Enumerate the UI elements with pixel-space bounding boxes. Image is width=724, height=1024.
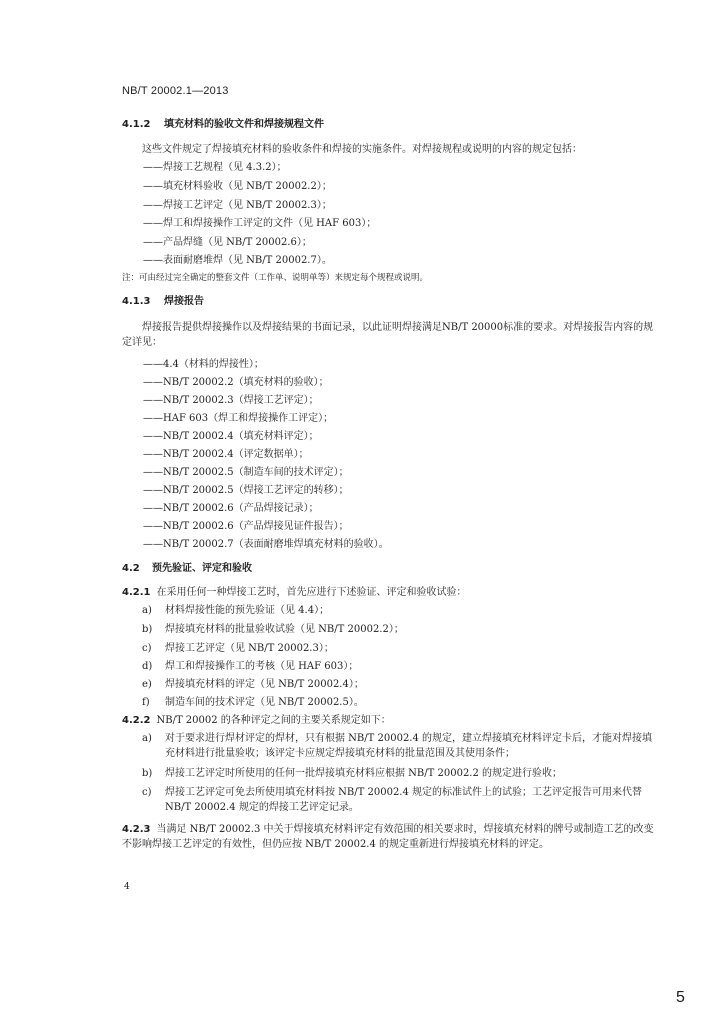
footer-mark: 4	[124, 882, 130, 892]
page-number: 5	[676, 989, 685, 1006]
item-text: 焊接填充材料的批量验收试验（见 NB/T 20002.2）；	[165, 624, 404, 635]
list-item: ——焊接工艺评定（见 NB/T 20002.3）；	[143, 200, 332, 211]
list-item	[142, 785, 662, 815]
paragraph-intro: 这些文件规定了焊接填充材料的验收条件和焊接的实施条件。对焊接规程或说明的内容的规定包括：	[142, 144, 582, 155]
item-text: 焊接工艺评定可免去所使用填充材料按 NB/T 20002.4 规定的标准试件上的试验；工艺评定报告可用来代替 NB/T 20002.4 规定的焊接工艺评定记录。	[165, 787, 643, 813]
list-item: ——填充材料验收（见 NB/T 20002.2）；	[143, 181, 332, 192]
list-item	[142, 731, 662, 761]
item-text: 材料焊接性能的预先验证（见 4.4）；	[165, 605, 330, 616]
list-item: ——NB/T 20002.7（表面耐磨堆焊填充材料的验收）。	[143, 539, 389, 550]
item-text: 焊接填充材料的评定（见 NB/T 20002.4）；	[165, 679, 364, 690]
clause-4-2-3	[122, 822, 662, 852]
list-item	[142, 695, 364, 710]
list-item: ——4.4（材料的焊接性）；	[143, 359, 264, 370]
item-text: 对于要求进行焊材评定的焊材，只有根据 NB/T 20002.4 的规定，建立焊接填充材料评定卡后，才能对焊接填充材料进行批量验收；该评定卡应规定焊接填充材料的批量范围及其使用条件；	[165, 733, 653, 759]
clause-text: 当满足 NB/T 20002.3 中关于焊接填充材料评定有效范围的相关要求时，焊接填充材料的牌号或制造工艺的改变不影响焊接工艺评定的有效性，但仍应按 NB/T 20002.4 的规定重新进行焊接填充材料的评定。	[122, 824, 654, 850]
item-label: b)	[142, 768, 153, 779]
paragraph-intro: 焊接报告提供焊接操作以及焊接结果的书面记录，以此证明焊接满足NB/T 20000标准的要求。对焊接报告内容的规定详见：	[122, 322, 654, 348]
heading-number: 4.1.3	[122, 296, 151, 307]
heading-title: 填充材料的验收文件和焊接规程文件	[164, 119, 324, 130]
list-item: ——NB/T 20002.5（制造车间的技术评定）；	[143, 467, 349, 478]
item-label: a)	[142, 605, 152, 616]
list-item	[142, 622, 404, 637]
heading-4-1-3	[122, 294, 204, 309]
list-item: ——焊接工艺规程（见 4.3.2）；	[143, 162, 287, 173]
note: 注：可由经过完全确定的整套文件（工作单、说明单等）来规定每个规程或说明。	[122, 273, 429, 283]
list-item	[142, 766, 662, 781]
list-item: ——NB/T 20002.6（产品焊接记录）；	[143, 503, 319, 514]
item-label: a)	[142, 733, 152, 744]
heading-4-2	[122, 561, 252, 576]
item-text: 焊接工艺评定时所使用的任何一批焊接填充材料应根据 NB/T 20002.2 的规定进行验收；	[165, 768, 563, 779]
list-item: ——NB/T 20002.4（评定数据单）；	[143, 449, 309, 460]
list-item	[142, 603, 329, 618]
list-item: ——表面耐磨堆焊（见 NB/T 20002.7）。	[143, 255, 332, 266]
heading-4-1-2	[122, 117, 324, 132]
item-label: c)	[142, 643, 152, 654]
heading-number: 4.1.2	[122, 119, 151, 130]
item-text: 制造车间的技术评定（见 NB/T 20002.5）。	[165, 697, 364, 708]
list-item	[142, 641, 334, 656]
list-item: ——NB/T 20002.3（焊接工艺评定）；	[143, 395, 319, 406]
clause-4-2-2	[122, 713, 662, 728]
clause-number: 4.2.2	[122, 715, 151, 726]
clause-number: 4.2.1	[122, 587, 151, 598]
list-item: ——HAF 603（焊工和焊接操作工评定）；	[143, 413, 334, 424]
heading-number: 4.2	[122, 563, 140, 574]
clause-text: 在采用任何一种焊接工艺时，首先应进行下述验证、评定和验收试验：	[156, 587, 467, 598]
heading-title: 预先验证、评定和验收	[152, 563, 252, 574]
list-item: ——NB/T 20002.4（填充材料评定）；	[143, 431, 319, 442]
list-item: ——NB/T 20002.2（填充材料的验收）；	[143, 377, 329, 388]
item-text: 焊工和焊接操作工的考核（见 HAF 603）；	[165, 661, 359, 672]
item-label: e)	[142, 679, 152, 690]
item-label: b)	[142, 624, 153, 635]
standard-identifier: NB/T 20002.1—2013	[122, 85, 229, 97]
item-label: d)	[142, 661, 153, 672]
list-item: ——NB/T 20002.5（焊接工艺评定的转移）；	[143, 485, 349, 496]
clause-number: 4.2.3	[122, 824, 151, 835]
item-label: c)	[142, 787, 152, 798]
clause-4-2-1	[122, 585, 662, 600]
list-item: ——产品焊缝（见 NB/T 20002.6）；	[143, 237, 312, 248]
list-item: ——NB/T 20002.6（产品焊接见证件报告）；	[143, 521, 349, 532]
heading-title: 焊接报告	[164, 296, 204, 307]
item-label: f)	[142, 697, 150, 708]
list-item	[142, 659, 358, 674]
clause-text: NB/T 20002 的各种评定之间的主要关系规定如下：	[156, 715, 391, 726]
item-text: 焊接工艺评定（见 NB/T 20002.3）；	[165, 643, 334, 654]
list-item: ——焊工和焊接操作工评定的文件（见 HAF 603）；	[143, 218, 377, 229]
list-item	[142, 677, 364, 692]
